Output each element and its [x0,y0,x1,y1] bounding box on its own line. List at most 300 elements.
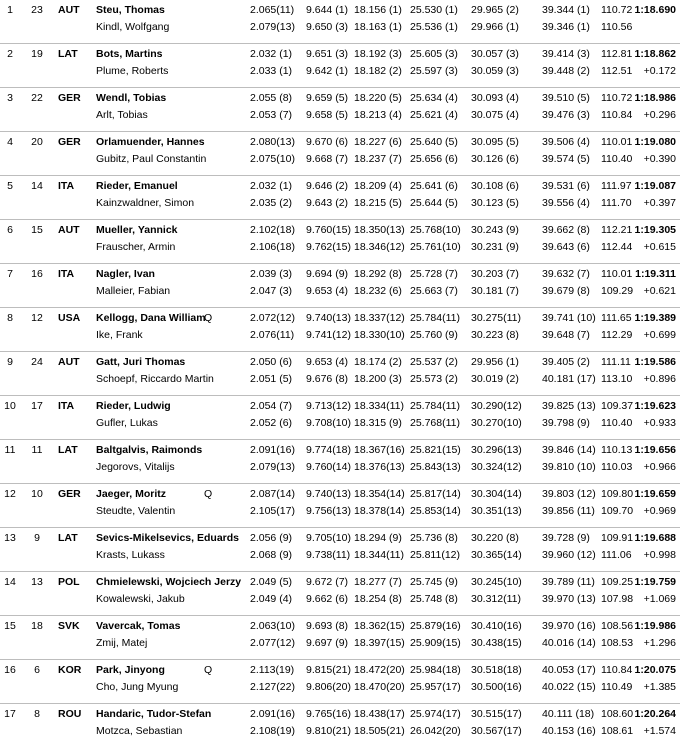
intermediate-1-cell: 9.662 (6) [306,593,349,605]
run-time-cell: 39.798 (9) [542,417,590,429]
intermediate-2-cell: 18.163 (1) [354,21,402,33]
intermediate-2-cell: 18.350(13) [354,224,405,236]
intermediate-3-cell: 25.957(17) [410,681,461,693]
start-time-cell: 2.047 (3) [250,285,293,297]
rank-cell: 4 [7,136,13,148]
intermediate-1-cell: 9.760(15) [306,224,351,236]
intermediate-1-cell: 9.762(15) [306,241,351,253]
athlete-name: Rieder, Emanuel [96,180,178,192]
nation-cell: GER [58,488,81,500]
total-time-cell: 1:19.311 [635,268,676,280]
run-time-cell: 39.344 (1) [542,4,590,16]
speed-cell: 110.72 [601,92,633,104]
run-time-cell: 39.662 (8) [542,224,590,236]
intermediate-2-cell: 18.376(13) [354,461,405,473]
start-time-cell: 2.035 (2) [250,197,293,209]
rank-cell: 6 [7,224,13,236]
speed-cell: 109.25 [601,576,634,588]
intermediate-4-cell: 30.075 (4) [471,109,519,121]
athlete-name: Steu, Thomas [96,4,165,16]
intermediate-4-cell: 29.956 (1) [471,356,519,368]
intermediate-4-cell: 30.365(14) [471,549,522,561]
nation-cell: POL [58,576,80,588]
time-diff-cell: +0.172 [643,65,676,77]
athlete-name: Frauscher, Armin [96,241,176,253]
intermediate-4-cell: 30.108 (6) [471,180,519,192]
total-time-cell: 1:18.862 [634,48,676,60]
start-time-cell: 2.033 (1) [250,65,293,77]
team-row [0,308,680,352]
intermediate-3-cell: 25.663 (7) [410,285,458,297]
speed-cell: 111.65 [601,312,632,324]
intermediate-4-cell: 30.093 (4) [471,92,519,104]
total-time-cell: 1:19.759 [634,576,676,588]
speed-cell: 111.06 [601,549,632,561]
total-time-cell: 1:18.690 [634,4,676,16]
run-time-cell: 39.648 (7) [542,329,590,341]
total-time-cell: 1:19.389 [634,312,676,324]
team-row [0,44,680,88]
intermediate-2-cell: 18.505(21) [354,725,405,737]
athlete-name: Malleier, Fabian [96,285,171,297]
nation-cell: ROU [58,708,82,720]
start-time-cell: 2.127(22) [250,681,295,693]
intermediate-3-cell: 25.621 (4) [410,109,458,121]
bib-cell: 12 [31,312,43,324]
intermediate-1-cell: 9.672 (7) [306,576,349,588]
speed-cell: 110.56 [601,21,633,33]
run-time-cell: 39.574 (5) [542,153,590,165]
start-time-cell: 2.063(10) [250,620,295,632]
intermediate-1-cell: 9.676 (8) [306,373,349,385]
athlete-name: Cho, Jung Myung [96,681,179,693]
athlete-name: Motzca, Sebastian [96,725,183,737]
run-time-cell: 39.810 (10) [542,461,596,473]
time-diff-cell: +0.296 [643,109,676,121]
speed-cell: 111.70 [601,197,632,209]
intermediate-2-cell: 18.334(11) [354,400,405,412]
start-time-cell: 2.056 (9) [250,532,293,544]
intermediate-3-cell: 25.728 (7) [410,268,458,280]
team-row [0,704,680,748]
intermediate-3-cell: 25.745 (9) [410,576,458,588]
team-row [0,220,680,264]
nation-cell: GER [58,136,81,148]
bib-cell: 15 [31,224,43,236]
bib-cell: 14 [31,180,43,192]
intermediate-3-cell: 25.597 (3) [410,65,458,77]
total-time-cell: 1:20.264 [634,708,676,720]
intermediate-1-cell: 9.651 (3) [306,48,349,60]
intermediate-3-cell: 25.761(10) [410,241,461,253]
speed-cell: 110.40 [601,417,633,429]
intermediate-3-cell: 25.736 (8) [410,532,458,544]
bib-cell: 17 [31,400,43,412]
intermediate-3-cell: 25.605 (3) [410,48,458,60]
athlete-name: Ike, Frank [96,329,143,341]
team-row [0,440,680,484]
athlete-name: Mueller, Yannick [96,224,178,236]
start-time-cell: 2.032 (1) [250,180,293,192]
start-time-cell: 2.091(16) [250,444,295,456]
run-time-cell: 39.531 (6) [542,180,590,192]
team-row [0,0,680,44]
intermediate-1-cell: 9.643 (2) [306,197,349,209]
intermediate-1-cell: 9.659 (5) [306,92,349,104]
intermediate-4-cell: 30.567(17) [471,725,522,737]
run-time-cell: 39.643 (6) [542,241,590,253]
intermediate-3-cell: 25.634 (4) [410,92,458,104]
rank-cell: 13 [4,532,16,544]
bib-cell: 23 [31,4,43,16]
intermediate-4-cell: 30.515(17) [471,708,522,720]
start-time-cell: 2.075(10) [250,153,295,165]
total-time-cell: 1:19.305 [634,224,676,236]
intermediate-1-cell: 9.705(10) [306,532,351,544]
nation-cell: LAT [58,48,78,60]
time-diff-cell: +0.966 [643,461,676,473]
intermediate-2-cell: 18.337(12) [354,312,405,324]
team-row [0,88,680,132]
intermediate-3-cell: 25.843(13) [410,461,461,473]
rank-cell: 11 [4,444,16,456]
start-time-cell: 2.102(18) [250,224,295,236]
speed-cell: 108.56 [601,620,634,632]
intermediate-2-cell: 18.209 (4) [354,180,402,192]
intermediate-2-cell: 18.378(14) [354,505,405,517]
speed-cell: 108.60 [601,708,634,720]
athlete-name: Gatt, Juri Thomas [96,356,186,368]
time-diff-cell: +1.385 [643,681,676,693]
intermediate-3-cell: 25.974(17) [410,708,461,720]
bib-cell: 18 [31,620,43,632]
intermediate-4-cell: 30.304(14) [471,488,522,500]
intermediate-4-cell: 30.223 (8) [471,329,519,341]
start-time-cell: 2.053 (7) [250,109,293,121]
team-row [0,616,680,660]
qualifier-flag: Q [204,488,213,500]
start-time-cell: 2.080(13) [250,136,295,148]
intermediate-3-cell: 25.784(11) [410,400,461,412]
time-diff-cell: +0.615 [643,241,676,253]
run-time-cell: 39.970 (13) [542,593,596,605]
run-time-cell: 39.803 (12) [542,488,596,500]
total-time-cell: 1:19.688 [634,532,676,544]
intermediate-1-cell: 9.650 (3) [306,21,349,33]
intermediate-2-cell: 18.182 (2) [354,65,402,77]
intermediate-2-cell: 18.220 (5) [354,92,402,104]
athlete-name: Rieder, Ludwig [96,400,171,412]
intermediate-3-cell: 25.853(14) [410,505,461,517]
bib-cell: 6 [34,664,40,676]
speed-cell: 110.72 [601,4,633,16]
total-time-cell: 1:19.623 [634,400,676,412]
intermediate-1-cell: 9.741(12) [306,329,351,341]
intermediate-3-cell: 25.641 (6) [410,180,458,192]
run-time-cell: 39.448 (2) [542,65,590,77]
athlete-name: Arlt, Tobias [96,109,148,121]
athlete-name: Zmij, Matej [96,637,148,649]
speed-cell: 109.29 [601,285,634,297]
intermediate-1-cell: 9.740(13) [306,312,351,324]
intermediate-4-cell: 30.203 (7) [471,268,519,280]
intermediate-2-cell: 18.315 (9) [354,417,402,429]
intermediate-3-cell: 25.537 (2) [410,356,458,368]
athlete-name: Handaric, Tudor-Stefan [96,708,212,720]
intermediate-3-cell: 25.879(16) [410,620,461,632]
athlete-name: Bots, Martins [96,48,163,60]
qualifier-flag: Q [204,312,213,324]
rank-cell: 9 [7,356,13,368]
start-time-cell: 2.079(13) [250,461,295,473]
team-row [0,176,680,220]
qualifier-flag: Q [204,664,213,676]
nation-cell: SVK [58,620,80,632]
start-time-cell: 2.054 (7) [250,400,293,412]
intermediate-4-cell: 30.059 (3) [471,65,519,77]
speed-cell: 109.70 [601,505,634,517]
start-time-cell: 2.072(12) [250,312,295,324]
athlete-name: Nagler, Ivan [96,268,155,280]
time-diff-cell: +0.397 [643,197,676,209]
start-time-cell: 2.039 (3) [250,268,293,280]
intermediate-4-cell: 30.438(15) [471,637,522,649]
speed-cell: 112.51 [601,65,633,77]
athlete-name: Wendl, Tobias [96,92,167,104]
team-row [0,572,680,616]
rank-cell: 3 [7,92,13,104]
run-time-cell: 40.016 (14) [542,637,596,649]
run-time-cell: 39.728 (9) [542,532,590,544]
time-diff-cell: +0.390 [643,153,676,165]
intermediate-3-cell: 25.821(15) [410,444,461,456]
run-time-cell: 39.346 (1) [542,21,590,33]
intermediate-4-cell: 29.966 (1) [471,21,519,33]
speed-cell: 110.49 [601,681,633,693]
nation-cell: LAT [58,532,78,544]
nation-cell: LAT [58,444,78,456]
athlete-name: Kellogg, Dana William [96,312,206,324]
time-diff-cell: +1.296 [643,637,676,649]
run-time-cell: 40.153 (16) [542,725,596,737]
intermediate-1-cell: 9.756(13) [306,505,351,517]
rank-cell: 14 [4,576,16,588]
intermediate-3-cell: 25.811(12) [410,549,461,561]
intermediate-1-cell: 9.738(11) [306,549,351,561]
intermediate-2-cell: 18.362(15) [354,620,405,632]
total-time-cell: 1:19.656 [634,444,676,456]
speed-cell: 112.21 [601,224,633,236]
intermediate-3-cell: 25.640 (5) [410,136,458,148]
intermediate-3-cell: 25.768(10) [410,224,461,236]
rank-cell: 5 [7,180,13,192]
intermediate-4-cell: 30.410(16) [471,620,522,632]
intermediate-1-cell: 9.708(10) [306,417,351,429]
intermediate-2-cell: 18.294 (9) [354,532,402,544]
start-time-cell: 2.113(19) [250,664,295,676]
speed-cell: 110.40 [601,153,633,165]
athlete-name: Vavercak, Tomas [96,620,181,632]
intermediate-1-cell: 9.670 (6) [306,136,349,148]
intermediate-2-cell: 18.174 (2) [354,356,402,368]
intermediate-1-cell: 9.713(12) [306,400,351,412]
athlete-name: Chmielewski, Wojciech Jerzy [96,576,242,588]
rank-cell: 17 [4,708,16,720]
bib-cell: 24 [31,356,43,368]
time-diff-cell: +1.574 [643,725,676,737]
speed-cell: 110.84 [601,664,633,676]
intermediate-1-cell: 9.810(21) [306,725,351,737]
athlete-name: Jegorovs, Vitalijs [96,461,175,473]
intermediate-2-cell: 18.470(20) [354,681,405,693]
intermediate-4-cell: 30.019 (2) [471,373,519,385]
intermediate-4-cell: 30.275(11) [471,312,522,324]
nation-cell: USA [58,312,81,324]
nation-cell: ITA [58,180,75,192]
intermediate-1-cell: 9.697 (9) [306,637,349,649]
speed-cell: 110.13 [601,444,633,456]
intermediate-4-cell: 30.181 (7) [471,285,519,297]
rank-cell: 2 [7,48,13,60]
start-time-cell: 2.105(17) [250,505,295,517]
intermediate-2-cell: 18.367(16) [354,444,405,456]
intermediate-1-cell: 9.646 (2) [306,180,349,192]
start-time-cell: 2.052 (6) [250,417,293,429]
bib-cell: 20 [31,136,43,148]
athlete-name: Kowalewski, Jakub [96,593,185,605]
run-time-cell: 39.960 (12) [542,549,596,561]
team-row [0,132,680,176]
intermediate-2-cell: 18.277 (7) [354,576,402,588]
athlete-name: Schoepf, Riccardo Martin [96,373,214,385]
intermediate-4-cell: 30.500(16) [471,681,522,693]
intermediate-3-cell: 25.817(14) [410,488,461,500]
start-time-cell: 2.065(11) [250,4,295,16]
intermediate-4-cell: 30.290(12) [471,400,522,412]
intermediate-4-cell: 29.965 (2) [471,4,519,16]
team-row [0,660,680,704]
total-time-cell: 1:19.659 [634,488,676,500]
intermediate-4-cell: 30.312(11) [471,593,522,605]
total-time-cell: 1:18.986 [634,92,676,104]
nation-cell: ITA [58,268,75,280]
intermediate-1-cell: 9.653 (4) [306,356,349,368]
intermediate-1-cell: 9.815(21) [306,664,351,676]
intermediate-3-cell: 25.656 (6) [410,153,458,165]
speed-cell: 109.80 [601,488,634,500]
athlete-name: Kindl, Wolfgang [96,21,170,33]
bib-cell: 19 [31,48,43,60]
run-time-cell: 39.510 (5) [542,92,590,104]
intermediate-2-cell: 18.232 (6) [354,285,402,297]
rank-cell: 10 [4,400,16,412]
intermediate-2-cell: 18.397(15) [354,637,405,649]
speed-cell: 111.97 [601,180,632,192]
intermediate-4-cell: 30.518(18) [471,664,522,676]
run-time-cell: 40.111 (18) [542,708,595,720]
rank-cell: 15 [4,620,16,632]
intermediate-2-cell: 18.344(11) [354,549,405,561]
intermediate-4-cell: 30.243 (9) [471,224,519,236]
intermediate-4-cell: 30.231 (9) [471,241,519,253]
bib-cell: 13 [31,576,43,588]
nation-cell: GER [58,92,81,104]
intermediate-4-cell: 30.126 (6) [471,153,519,165]
run-time-cell: 39.825 (13) [542,400,596,412]
intermediate-3-cell: 25.644 (5) [410,197,458,209]
bib-cell: 9 [34,532,40,544]
athlete-name: Gubitz, Paul Constantin [96,153,207,165]
intermediate-4-cell: 30.123 (5) [471,197,519,209]
start-time-cell: 2.106(18) [250,241,295,253]
total-time-cell: 1:19.087 [634,180,676,192]
intermediate-4-cell: 30.324(12) [471,461,522,473]
intermediate-3-cell: 25.784(11) [410,312,461,324]
speed-cell: 108.53 [601,637,634,649]
speed-cell: 107.98 [601,593,634,605]
start-time-cell: 2.049 (5) [250,576,293,588]
intermediate-4-cell: 30.270(10) [471,417,522,429]
run-time-cell: 39.741 (10) [542,312,596,324]
time-diff-cell: +0.933 [643,417,676,429]
intermediate-4-cell: 30.220 (8) [471,532,519,544]
speed-cell: 108.61 [601,725,634,737]
run-time-cell: 39.632 (7) [542,268,590,280]
speed-cell: 110.01 [601,268,633,280]
start-time-cell: 2.068 (9) [250,549,293,561]
intermediate-1-cell: 9.774(18) [306,444,351,456]
total-time-cell: 1:20.075 [634,664,676,676]
intermediate-1-cell: 9.642 (1) [306,65,349,77]
intermediate-2-cell: 18.354(14) [354,488,405,500]
start-time-cell: 2.108(19) [250,725,295,737]
intermediate-2-cell: 18.215 (5) [354,197,402,209]
athlete-name: Baltgalvis, Raimonds [96,444,203,456]
team-row [0,484,680,528]
start-time-cell: 2.055 (8) [250,92,293,104]
bib-cell: 22 [31,92,43,104]
bib-cell: 16 [31,268,43,280]
time-diff-cell: +0.621 [643,285,676,297]
total-time-cell: 1:19.080 [634,136,676,148]
intermediate-4-cell: 30.095 (5) [471,136,519,148]
run-time-cell: 39.679 (8) [542,285,590,297]
run-time-cell: 40.181 (17) [542,373,596,385]
athlete-name: Krasts, Lukass [96,549,165,561]
intermediate-2-cell: 18.156 (1) [354,4,402,16]
athlete-name: Jaeger, Moritz [96,488,167,500]
run-time-cell: 40.022 (15) [542,681,596,693]
intermediate-4-cell: 30.351(13) [471,505,522,517]
nation-cell: KOR [58,664,82,676]
intermediate-1-cell: 9.668 (7) [306,153,349,165]
intermediate-1-cell: 9.806(20) [306,681,351,693]
intermediate-3-cell: 25.748 (8) [410,593,458,605]
start-time-cell: 2.050 (6) [250,356,293,368]
rank-cell: 16 [4,664,16,676]
rank-cell: 1 [7,4,13,16]
intermediate-2-cell: 18.213 (4) [354,109,402,121]
run-time-cell: 39.856 (11) [542,505,595,517]
intermediate-3-cell: 25.573 (2) [410,373,458,385]
run-time-cell: 39.506 (4) [542,136,590,148]
bib-cell: 10 [31,488,43,500]
run-time-cell: 39.556 (4) [542,197,590,209]
start-time-cell: 2.032 (1) [250,48,293,60]
athlete-name: Orlamuender, Hannes [96,136,205,148]
intermediate-2-cell: 18.254 (8) [354,593,402,605]
intermediate-1-cell: 9.765(16) [306,708,351,720]
